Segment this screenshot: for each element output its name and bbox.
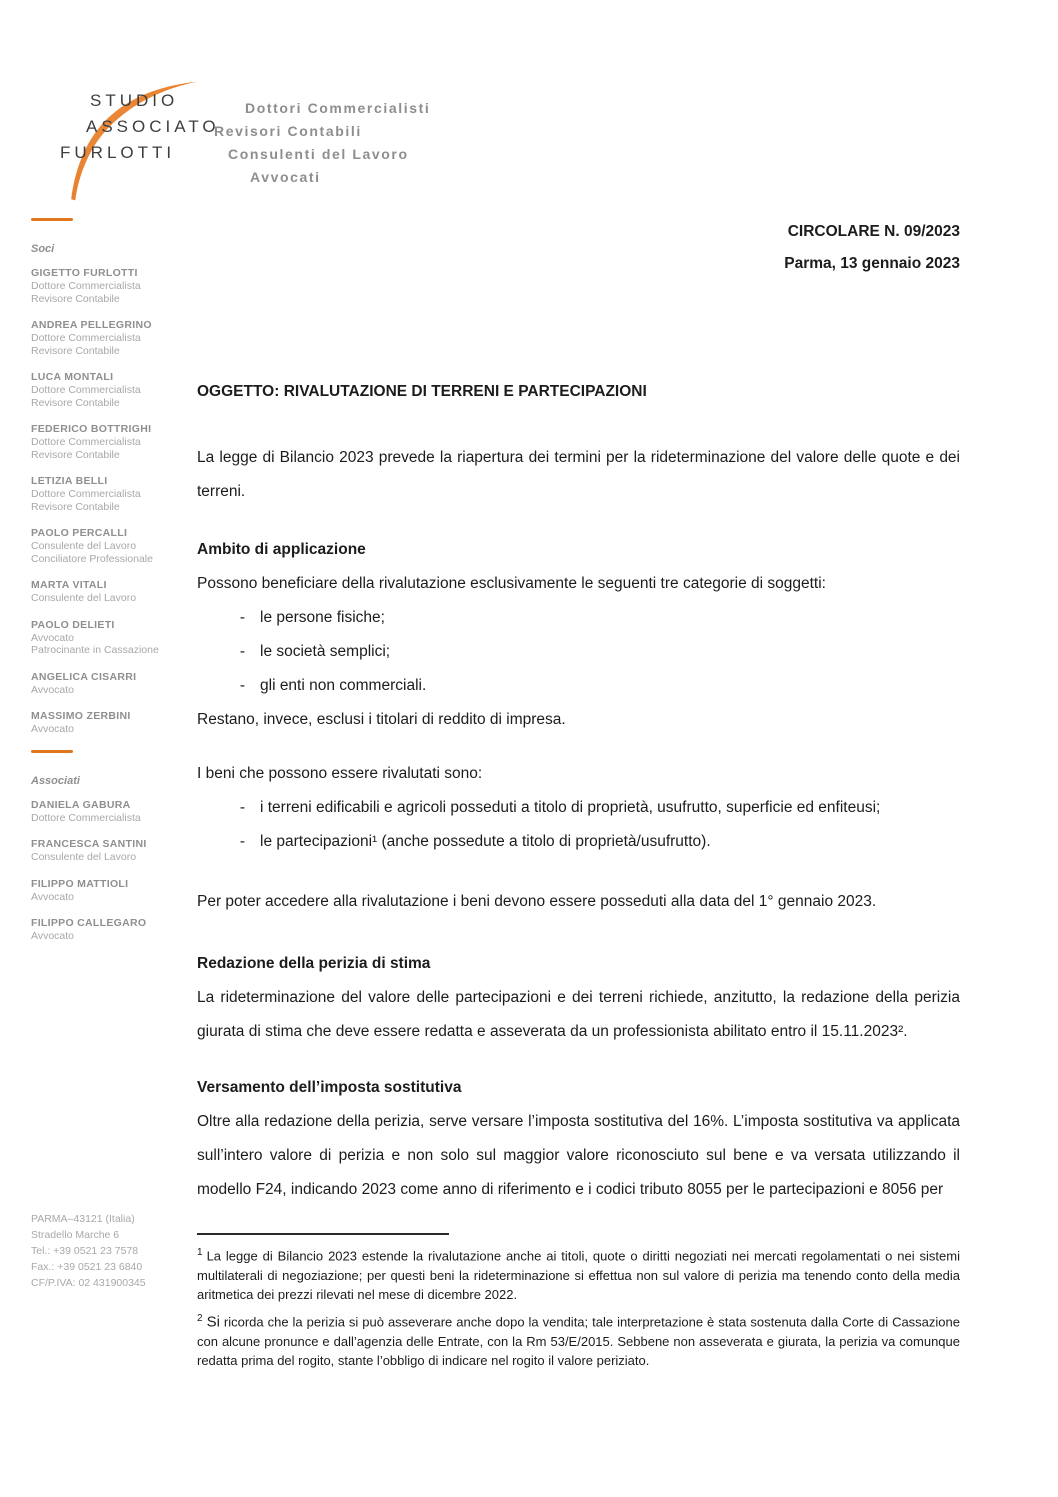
footnote-marker: 2 — [197, 1312, 203, 1324]
member-role: Avvocato — [31, 631, 74, 644]
member-role: Avvocato — [31, 723, 74, 735]
imposta-paragraph: Oltre alla redazione della perizia, serve versare l’imposta sostitutiva del 16%. L’imposta sostitutiva va applicata sull’intero valore di perizia e non solo sul maggior valore riconosciuto sul bene e va versata utilizzando il modello F24, indicando 2023 come anno di riferimento e i codici tributo 8055 per le partecipazioni e 8056 per — [197, 1113, 960, 1198]
beni-paragraph: I beni che possono essere rivalutati sono: — [197, 765, 483, 782]
service-line: Revisori Contabili — [214, 123, 362, 139]
ambito-exclusion-paragraph: Restano, invece, esclusi i titolari di reddito di impresa. — [197, 711, 566, 728]
member-name: MARTA VITALI — [31, 579, 107, 591]
accent-divider — [31, 750, 73, 753]
member-role: Avvocato — [31, 930, 74, 942]
footnote-separator — [197, 1233, 449, 1235]
member-role: Dottore Commercialista — [31, 332, 141, 344]
ambito-paragraph: Possono beneficiare della rivalutazione esclusivamente le seguenti tre categorie di soggetti: — [197, 575, 826, 592]
section-heading-ambito: Ambito di applicazione — [197, 541, 366, 558]
member-role: Patrocinante in Cassazione — [31, 644, 159, 656]
letter-body — [197, 221, 960, 1371]
letter-date: Parma, 13 gennaio 2023 — [784, 255, 960, 272]
member-entry — [31, 423, 189, 461]
associati-label: Associati — [31, 774, 80, 787]
member-entry — [31, 475, 189, 513]
contact-street: Stradello Marche 6 — [31, 1229, 120, 1241]
member-role: Dottore Commercialista — [31, 280, 141, 292]
service-line: Avvocati — [250, 169, 321, 185]
member-role: Revisore Contabile — [31, 396, 120, 409]
member-entry — [31, 671, 189, 697]
member-entry — [31, 917, 189, 943]
bullet-item — [197, 635, 960, 669]
member-role: Revisore Contabile — [31, 500, 120, 513]
member-entry — [31, 878, 189, 904]
intro-paragraph: La legge di Bilancio 2023 prevede la riapertura dei termini per la rideterminazione del valore delle quote e dei terreni. — [197, 449, 960, 500]
member-role: Dottore Commercialista — [31, 488, 141, 500]
member-name: ANDREA PELLEGRINO — [31, 319, 152, 331]
member-role: Dottore Commercialista — [31, 384, 141, 396]
member-name: FEDERICO BOTTRIGHI — [31, 423, 152, 435]
member-role: Dottore Commercialista — [31, 811, 141, 824]
footnote-marker: 1 — [197, 1247, 203, 1258]
member-role: Avvocato — [31, 683, 74, 696]
member-role: Consulente del Lavoro — [31, 851, 137, 863]
logo-line: ASSOCIATO — [86, 117, 220, 136]
member-name: MASSIMO ZERBINI — [31, 710, 131, 722]
member-name: ANGELICA CISARRI — [31, 670, 137, 683]
member-entry — [31, 799, 189, 825]
member-name: PAOLO DELIETI — [31, 618, 115, 631]
accent-divider — [31, 218, 73, 221]
member-entry — [31, 710, 189, 736]
possesso-paragraph: Per poter accedere alla rivalutazione i beni devono essere posseduti alla data del 1° gennaio 2023. — [197, 893, 877, 910]
soci-label: Soci — [31, 243, 55, 255]
member-role: Dottore Commercialista — [31, 436, 141, 448]
member-role: Avvocato — [31, 890, 74, 903]
contact-tel: Tel.: +39 0521 23 7578 — [31, 1245, 139, 1257]
footnote-1 — [197, 1243, 960, 1305]
footnote-text: La legge di Bilancio 2023 estende la rivalutazione anche ai titoli, quote o diritti negoziati nei mercati regolamentati o nei sistemi multilaterali di negoziazione; per questi beni la rideterminazione si effettua non sul valore di perizia ma tenendo conto della media aritmetica dei prezzi rilevati nel mese di dicembre 2022. — [197, 1248, 960, 1303]
member-name: FILIPPO MATTIOLI — [31, 877, 129, 890]
member-role: Revisore Contabile — [31, 448, 120, 461]
footnote-2 — [197, 1309, 960, 1371]
member-role: Revisore Contabile — [31, 344, 120, 357]
letter-meta — [197, 221, 960, 275]
firm-services-list — [214, 97, 430, 189]
member-entry — [31, 579, 189, 605]
bullet-text: - le persone fisiche; — [260, 609, 385, 626]
contact-city: PARMA–43121 (Italia) — [31, 1213, 135, 1225]
bullet-item — [197, 669, 960, 703]
member-name: LUCA MONTALI — [31, 371, 114, 383]
member-name: FRANCESCA SANTINI — [31, 838, 147, 850]
bullet-text: - gli enti non commerciali. — [260, 677, 427, 694]
footnote-lead: Si — [206, 1313, 220, 1331]
member-entry — [31, 838, 189, 864]
member-entry — [31, 319, 189, 357]
perizia-paragraph: La rideterminazione del valore delle partecipazioni e dei terreni richiede, anzitutto, la redazione della perizia giurata di stima che deve essere redatta e asseverata da un professionista abilitato entro il 15.11.2023². — [197, 989, 960, 1040]
member-entry — [31, 371, 189, 409]
member-entry — [31, 527, 189, 565]
bullet-item — [197, 791, 960, 825]
footnote-text: ricorda che la perizia si può asseverare anche dopo la vendita; tale interpretazione è stata sostenuta dalla Corte di Cassazione con alcune pronunce e dall’agenzia delle Entrate, con la Rm 53/E/2015. Sebbene non asseverata e giurata, la perizia va comunque redatta prima del rogito, stante l’obbligo di indicare nel rogito il valore periziato. — [197, 1314, 960, 1369]
bullet-item — [197, 601, 960, 635]
logo-line: FURLOTTI — [60, 143, 176, 162]
member-name: LETIZIA BELLI — [31, 475, 108, 487]
service-line: Consulenti del Lavoro — [228, 146, 409, 162]
circular-number: CIRCOLARE N. 09/2023 — [787, 223, 960, 240]
member-name: FILIPPO CALLEGARO — [31, 917, 147, 929]
bullet-item — [197, 825, 960, 859]
firm-contact-block — [31, 1211, 146, 1291]
member-entry — [31, 267, 189, 305]
member-role: Revisore Contabile — [31, 292, 120, 305]
partners-sidebar — [31, 218, 189, 957]
member-name: GIGETTO FURLOTTI — [31, 267, 138, 279]
bullet-text: - le partecipazioni¹ (anche possedute a titolo di proprietà/usufrutto). — [260, 833, 711, 850]
firm-logo — [60, 88, 220, 166]
member-role: Consulente del Lavoro — [31, 540, 137, 552]
member-name: DANIELA GABURA — [31, 798, 131, 811]
letter-subject: OGGETTO: RIVALUTAZIONE DI TERRENI E PARTECIPAZIONI — [197, 383, 647, 400]
logo-line: STUDIO — [90, 91, 179, 110]
bullet-text: - le società semplici; — [260, 643, 391, 660]
contact-vat: CF/P.IVA: 02 431900345 — [31, 1277, 146, 1289]
service-line: Dottori Commercialisti — [245, 100, 431, 116]
section-heading-perizia: Redazione della perizia di stima — [197, 955, 431, 972]
member-role: Consulente del Lavoro — [31, 592, 137, 604]
contact-fax: Fax.: +39 0521 23 6840 — [31, 1261, 143, 1273]
member-entry — [31, 619, 189, 657]
member-name: PAOLO PERCALLI — [31, 527, 128, 539]
section-heading-imposta: Versamento dell’imposta sostitutiva — [197, 1079, 462, 1096]
member-role: Conciliatore Professionale — [31, 552, 153, 565]
bullet-text: - i terreni edificabili e agricoli posseduti a titolo di proprietà, usufrutto, superficie ed enfiteusi; — [260, 799, 881, 816]
